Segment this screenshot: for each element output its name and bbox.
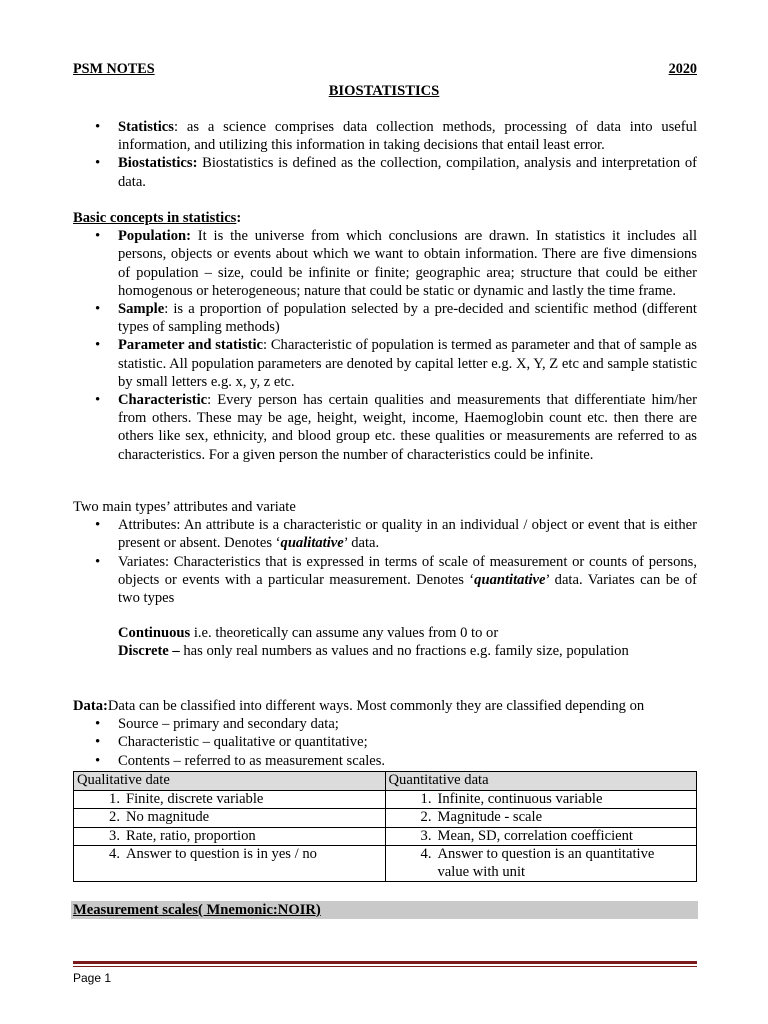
list-item: • Contents – referred to as measurement scales. <box>73 752 697 770</box>
table-header-row <box>74 772 697 791</box>
list-item: • Sample: is a proportion of population selected by a pre-decided and scientific method (different types of sampling methods) <box>73 300 697 336</box>
list-item: • Biostatistics: Biostatistics is defined as the collection, compilation, analysis and interpretation of data. <box>73 154 697 190</box>
types-intro: Two main types’ attributes and variate <box>73 499 296 515</box>
header-left: PSM NOTES <box>73 61 155 77</box>
intro-section <box>73 118 697 191</box>
list-item: • Population: It is the universe from which conclusions are drawn. In statistics it includes all persons, objects or events about which we want to obtain information. There are five dimensions of population – size, could be infinite or finite; geographic area; structure that could be either homogenous or heterogeneous; nature that could be static or dynamic and lastly the time frame. <box>73 227 697 300</box>
list-item: • Parameter and statistic: Characteristic of population is termed as parameter and that of sample as statistic. All population parameters are denoted by capital letter e.g. X, Y, Z etc and sample statistic by small letters e.g. x, y, z etc. <box>73 336 697 391</box>
page-title: BIOSTATISTICS <box>328 83 440 99</box>
page-header <box>73 60 697 78</box>
table-row: 1. Finite, discrete variable 1. Infinite, continuous variable <box>74 790 697 809</box>
page-number: Page 1 <box>73 971 112 985</box>
table-row: 3. Rate, ratio, proportion 3. Mean, SD, correlation coefficient <box>74 827 697 846</box>
measurement-scales-heading: Measurement scales( Mnemonic:NOIR) <box>71 901 698 919</box>
continuous-line: Continuous i.e. theoretically can assume any values from 0 to or <box>118 625 499 642</box>
data-section <box>73 697 697 770</box>
list-item: • Attributes: An attribute is a characteristic or quality in an individual / object or event that is either present or absent. Denotes ‘qualitative’ data. <box>73 516 697 552</box>
table-row: 4. Answer to question is in yes / no 4. Answer to question is an quantitative value with unit <box>74 846 697 882</box>
discrete-line: Discrete – has only real numbers as values and no fractions e.g. family size, population <box>118 643 629 660</box>
table-header: Quantitative data <box>385 772 697 791</box>
comparison-table <box>73 771 697 882</box>
list-item: • Characteristic: Every person has certain qualities and measurements that differentiate him/her from others. These may be age, height, weight, income, Haemoglobin count etc. then there are others like sex, ethnicity, and blood group etc. these qualities or measurements are referred to as characteristics. For a given person the number of characteristics could be infinite. <box>73 391 697 464</box>
data-intro: Data:Data can be classified into different ways. Most commonly they are classified depending on <box>73 698 645 714</box>
list-item: • Statistics: as a science comprises data collection methods, processing of data into useful information, and utilizing this information in taking decisions that entail least error. <box>73 118 697 154</box>
header-year: 2020 <box>668 61 697 77</box>
list-item: • Characteristic – qualitative or quantitative; <box>73 733 697 751</box>
section-heading: Basic concepts in statistics: <box>73 210 242 226</box>
basic-concepts-section <box>73 209 697 464</box>
table-header: Qualitative date <box>74 772 386 791</box>
types-section <box>73 498 697 661</box>
table-row: 2. No magnitude 2. Magnitude - scale <box>74 809 697 828</box>
footer-rule-thin <box>73 966 697 967</box>
list-item: • Variates: Characteristics that is expressed in terms of scale of measurement or counts of persons, objects or events with a particular measurement. Denotes ‘quantitative’ data. Variates can be of two types <box>73 553 697 608</box>
list-item: • Source – primary and secondary data; <box>73 715 697 733</box>
footer-rule <box>73 961 697 964</box>
